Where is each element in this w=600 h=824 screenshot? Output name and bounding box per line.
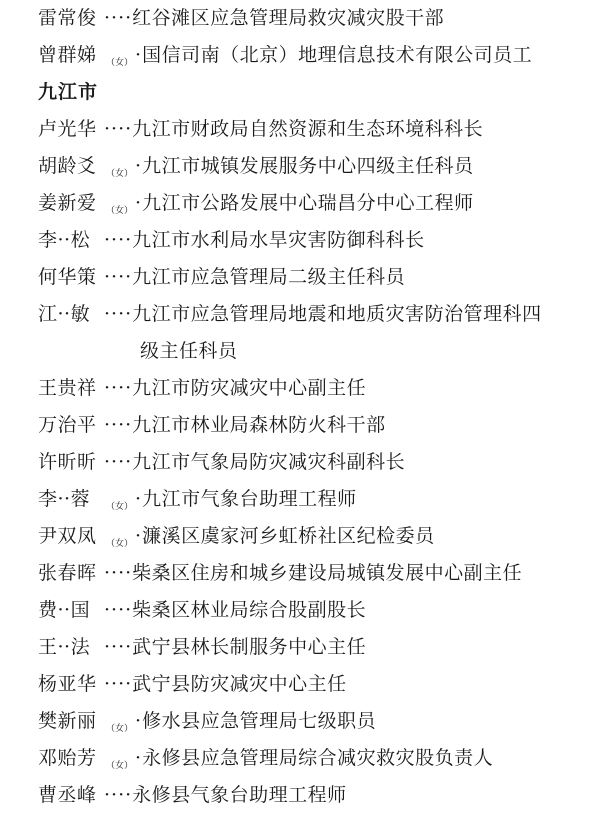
dot-leader: ···· [104,7,133,29]
list-item [38,154,474,179]
dot-leader: · [135,192,143,214]
dot-leader: ···· [104,673,133,695]
list-item [38,265,405,289]
position-description: 国信司南（北京）地理信息技术有限公司员工 [142,44,533,66]
dot-leader: ···· [104,303,133,325]
list-item [38,302,542,326]
dot-leader: · [135,747,143,769]
dot-leader: ···· [104,377,133,399]
position-description: 九江市气象台助理工程师 [142,488,357,510]
person-name: 胡龄爻 [38,155,97,177]
list-item [38,746,493,771]
list-item [38,524,435,549]
dot-leader: · [135,44,143,66]
person-name: 卢光华 [38,118,97,140]
person-name: 何华策 [38,266,97,288]
female-mark: （女） [106,761,134,771]
female-mark: （女） [106,58,134,68]
position-description-continued: 级主任科员 [140,340,238,362]
section-heading: 九江市 [38,81,99,103]
person-name: 许昕昕 [38,451,97,473]
person-name: 张春晖 [38,562,97,584]
position-description: 濂溪区虞家河乡虹桥社区纪检委员 [142,525,435,547]
dot-leader: ···· [104,118,133,140]
dot-leader: · [135,525,143,547]
list-item [38,6,444,30]
person-name: 尹双凤 [38,525,97,547]
position-description: 九江市林业局森林防火科干部 [132,414,386,436]
dot-leader: · [135,155,143,177]
position-description: 九江市城镇发展服务中心四级主任科员 [142,155,474,177]
female-mark: （女） [106,724,134,734]
person-name: 江··敏 [38,303,91,325]
female-mark: （女） [106,539,134,549]
list-item [38,376,366,400]
list-item [38,450,405,474]
position-description: 永修县气象台助理工程师 [132,784,347,806]
list-item [38,413,386,437]
list-item [38,487,357,512]
list-item [38,783,347,807]
position-description: 修水县应急管理局七级职员 [142,710,377,732]
list-item [38,43,532,68]
position-description: 武宁县林长制服务中心主任 [132,636,367,658]
dot-leader: · [135,488,143,510]
list-item [38,598,366,622]
list-item [38,117,483,141]
position-description: 柴桑区林业局综合股副股长 [132,599,367,621]
person-name: 杨亚华 [38,673,97,695]
list-item [38,672,347,696]
dot-leader: ···· [104,562,133,584]
person-name: 曾群娣 [38,44,97,66]
person-name: 费··国 [38,599,91,621]
dot-leader: ···· [104,636,133,658]
person-name: 樊新丽 [38,710,97,732]
person-name: 曹丞峰 [38,784,97,806]
position-description: 九江市公路发展中心瑞昌分中心工程师 [142,192,474,214]
position-description: 九江市应急管理局二级主任科员 [132,266,406,288]
position-description: 柴桑区住房和城乡建设局城镇发展中心副主任 [132,562,523,584]
dot-leader: ···· [104,266,133,288]
female-mark: （女） [106,206,134,216]
position-description: 永修县应急管理局综合减灾救灾股负责人 [142,747,494,769]
list-item [38,635,366,659]
person-name: 万治平 [38,414,97,436]
position-description: 红谷滩区应急管理局救灾减灾股干部 [132,7,445,29]
female-mark: （女） [106,169,134,179]
list-item [38,191,474,216]
list-item [38,228,425,252]
person-name: 王··法 [38,636,91,658]
person-name: 姜新爱 [38,192,97,214]
position-description: 九江市财政局自然资源和生态环境科科长 [132,118,484,140]
dot-leader: ···· [104,784,133,806]
person-name: 李··蓉 [38,488,91,510]
dot-leader: ···· [104,229,133,251]
person-name: 王贵祥 [38,377,97,399]
position-description: 九江市气象局防灾减灾科副科长 [132,451,406,473]
position-description: 九江市应急管理局地震和地质灾害防治管理科四 [132,303,542,325]
position-description: 九江市防灾减灾中心副主任 [132,377,367,399]
dot-leader: · [135,710,143,732]
female-mark: （女） [106,502,134,512]
dot-leader: ···· [104,451,133,473]
dot-leader: ···· [104,599,133,621]
person-name: 邓贻芳 [38,747,97,769]
list-item [38,709,376,734]
person-name: 李··松 [38,229,91,251]
position-description: 武宁县防灾减灾中心主任 [132,673,347,695]
list-item [38,561,522,585]
person-name: 雷常俊 [38,7,97,29]
position-description: 九江市水利局水旱灾害防御科科长 [132,229,425,251]
dot-leader: ···· [104,414,133,436]
